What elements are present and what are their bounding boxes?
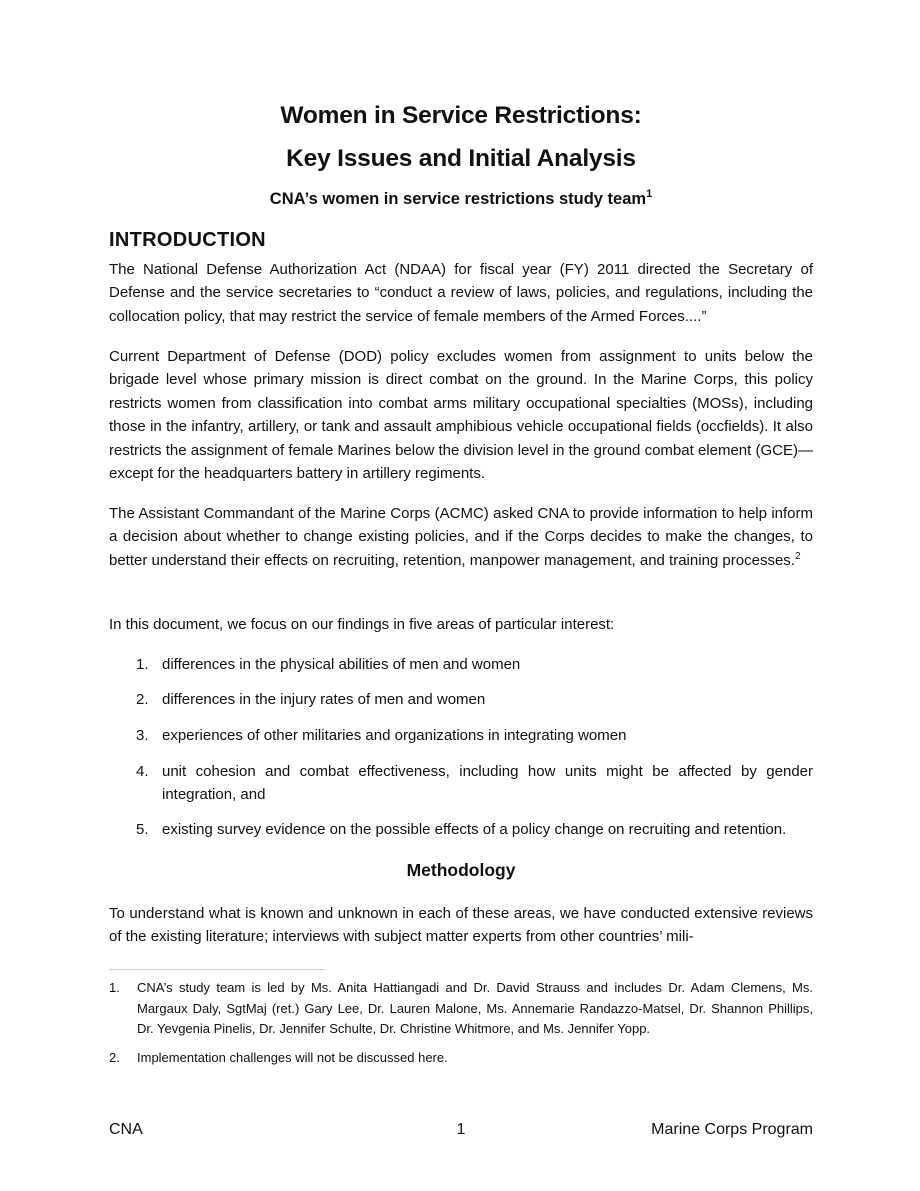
footnote-number: 1. [109,980,120,995]
subtitle-text: CNA’s women in service restrictions study team [269,190,647,208]
footer-organization: CNA [109,1121,143,1138]
methodology-heading: Methodology [406,860,516,880]
list-item-number: 2. [136,691,149,708]
list-item-number: 5. [136,821,149,838]
intro-paragraph-4: In this document, we focus on our findings in five areas of particular interest: [109,616,615,633]
list-item-number: 1. [136,656,149,673]
document-title-line2: Key Issues and Initial Analysis [286,145,636,172]
list-item-text: differences in the injury rates of men and women [162,691,486,708]
intro-paragraph-3 [109,502,813,574]
introduction-heading: INTRODUCTION [109,229,266,251]
list-item-number: 3. [136,727,149,744]
footnote-number: 2. [109,1050,120,1065]
document-subtitle [109,190,813,209]
footer-program: Marine Corps Program [651,1121,813,1138]
footnote-divider [109,969,325,970]
methodology-paragraph-1: To understand what is known and unknown in each of these areas, we have conducted extensive reviews of the existing literature; interviews with subject matter experts from other countries’ mili- [109,905,813,946]
intro-paragraph-1: The National Defense Authorization Act (NDAA) for fiscal year (FY) 2011 directed the Secretary of Defense and the service secretaries to “conduct a review of laws, policies, and regulations, including the collocation policy, that may restrict the service of female members of the Armed Forces....” [109,261,813,325]
list-item-number: 4. [136,763,149,780]
page-number: 1 [456,1121,466,1138]
intro-paragraph-3-text: The Assistant Commandant of the Marine Corps (ACMC) asked CNA to provide information to help inform a decision about whether to change existing policies, and if the Corps decides to make the changes, to better understand their effects on recruiting, retention, manpower management, and training processes. [109,505,813,569]
footnote-text: Implementation challenges will not be discussed here. [137,1050,448,1065]
list-item-text: existing survey evidence on the possible effects of a policy change on recruiting and retention. [162,821,787,838]
footnote-ref-1[interactable]: 1 [646,188,653,200]
document-title-line1: Women in Service Restrictions: [280,102,642,129]
document-page [109,0,813,1191]
list-item-text: differences in the physical abilities of men and women [162,656,521,673]
intro-paragraph-2: Current Department of Defense (DOD) policy excludes women from assignment to units below the brigade level whose primary mission is direct combat on the ground. In the Marine Corps, this policy restricts women from classification into combat arms military occupational specialties (MOSs), including those in the infantry, artillery, or tank and assault amphibious vehicle occupational fields (occfields). It also restricts the assignment of female Marines below the division level in the ground combat element (GCE)—except for the headquarters battery in artillery regiments. [109,348,813,483]
footnote-ref-2[interactable]: 2 [794,550,801,562]
list-item-text: experiences of other militaries and organizations in integrating women [162,727,627,744]
list-item-text: unit cohesion and combat effectiveness, including how units might be affected by gender integration, and [162,763,813,804]
footnote-text: CNA’s study team is led by Ms. Anita Hattiangadi and Dr. David Strauss and includes Dr. Adam Clemens, Ms. Margaux Daly, SgtMaj (ret.) Gary Lee, Dr. Lauren Malone, Ms. Annemarie Randazzo-Matsel, Dr. Shannon Phillips, Dr. Yevgenia Pinelis, Dr. Jennifer Schulte, Dr. Christine Whitmore, and Ms. Jennifer Yopp. [137,980,813,1036]
